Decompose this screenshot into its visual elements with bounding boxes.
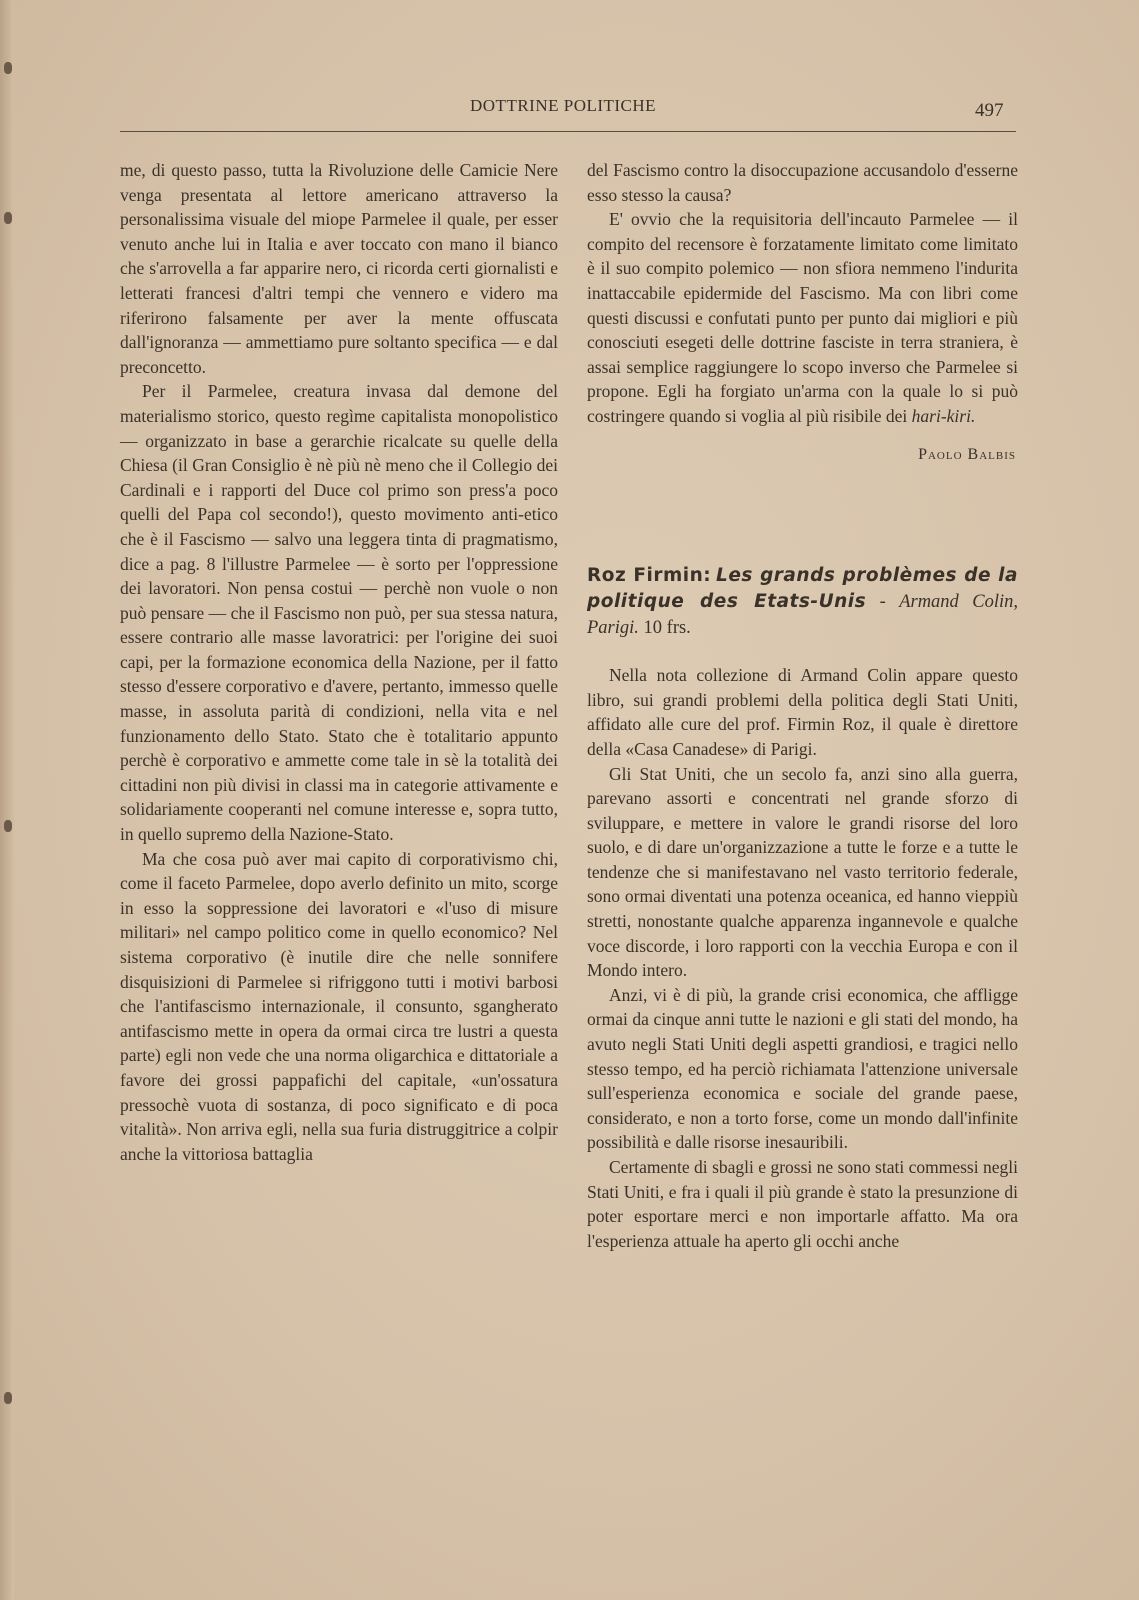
binding-mark xyxy=(4,820,12,832)
paragraph: me, di questo passo, tutta la Rivoluzione delle Camicie Nere venga presentata al lettore americano attraverso la personalissima visuale del miope Parmelee il quale, per esser venuto anche lui in Italia e aver toccato con mano il bianco che s'arrovella a far apparire nero, ci ricorda certi giornalisti e letterati francesi d'altri tempi che vennero e videro ma riferirono falsamente per aver la mente offuscata dall'ignoranza — ammettiamo pure soltanto specifica — e dal preconcetto. xyxy=(120,160,558,377)
paragraph: Anzi, vi è di più, la grande crisi economica, che affligge ormai da cinque anni tutte le nazioni e gli stati del mondo, ha avuto negli Stati Uniti degli aspetti grandiosi, e tragici nello stesso tempo, ed ha perciò richiamata l'attenzione universale sull'esperienza economica e sociale del grande paese, considerato, e non a torto forse, come un mondo dall'infinite possibilità e dalle risorse inesauribili. xyxy=(587,984,1018,1153)
author-signature: Paolo Balbis xyxy=(918,445,1016,463)
right-column xyxy=(587,158,1018,1253)
paragraph xyxy=(587,207,1018,428)
page-edge-shadow xyxy=(0,0,14,1600)
review-author: Roz Firmin: xyxy=(587,565,712,587)
binding-mark xyxy=(4,1392,12,1404)
binding-mark xyxy=(4,212,12,224)
review-price: 10 frs. xyxy=(638,618,691,639)
header-rule xyxy=(120,131,1016,132)
paragraph: del Fascismo contro la disoccupazione accusandolo d'esserne esso stesso la causa? xyxy=(587,160,1018,205)
review-heading xyxy=(587,563,1018,641)
paragraph: Per il Parmelee, creatura invasa dal demone del materialismo storico, questo regìme capitalista monopolistico — organizzato in base a gerarchie ricalcate su quelle della Chiesa (il Gran Consiglio è nè più nè meno che il Collegio dei Cardinali e i rapporti del Duce col primo son press'a poco quelli del Papa col secondo!), questo movimento anti-etico che è il Fascismo — salvo una leggera tinta di pragmatismo, dice a pag. 8 l'illustre Parmelee — è sorto per l'oppressione dei lavoratori. Non pensa costui — perchè non vuole o non può pensare — che il Fascismo non può, per sua stessa natura, essere contrario alle masse lavoratrici: per l'origine dei suoi capi, per la formazione economica della Nazione, per il fatto stesso d'essere corporativo e d'avere, pertanto, immesso quelle masse, in assoluta parità di condizioni, nella vita e nel funzionamento dello Stato. Stato che è totalitario appunto perchè è corporativo e ammette come tale in sè la totalità dei cittadini non più divisi in classi ma in categorie attivamente e solidariamente cooperanti nel comune interesse e, sopra tutto, in quello supremo della Nazione-Stato. xyxy=(120,381,558,845)
page-number: 497 xyxy=(975,100,1004,121)
review-publisher: Armand Colin, Parigi. xyxy=(587,592,1018,639)
italic-phrase: hari-kiri. xyxy=(911,405,976,426)
paragraph: Certamente di sbagli e grossi ne sono stati commessi negli Stati Uniti, e fra i quali il più grande è stato la presunzione di poter esportare merci e non importarle affatto. Ma ora l'esperienza attuale ha aperto gli occhi anche xyxy=(587,1157,1018,1251)
left-column xyxy=(120,158,558,1166)
paragraph: Gli Stat Uniti, che un secolo fa, anzi sino alla guerra, parevano assorti e concentrati nel grande sforzo di sviluppare, e mettere in valore le grandi risorse del loro suolo, e di dare un'organizzazione a tutte le forze e a tutte le tendenze che si manifestavano nel vasto territorio federale, sono ormai diventati una potenza oceanica, ed hanno vieppiù stretti, nonostante qualche apparenza ingannevole e qualche voce discorde, i loro rapporti con la vecchia Europa e con il Mondo intero. xyxy=(587,763,1018,981)
review-separator: - xyxy=(866,592,900,613)
paragraph: Nella nota collezione di Armand Colin appare questo libro, sui grandi problemi della politica degli Stati Uniti, affidato alle cure del prof. Firmin Roz, il quale è direttore della «Casa Canadese» di Parigi. xyxy=(587,665,1018,759)
review-title: Les grands problèmes de la politique des Etats-Unis xyxy=(587,565,1019,613)
paragraph-text: E' ovvio che la requisitoria dell'incauto Parmelee — il compito del recensore è forzatamente limitato come limitato è il suo compito polemico — non sfiora nemmeno l'indurita inattaccabile epidermide del Fascismo. Ma con libri come questi discussi e confutati punto per punto dai migliori e più conosciuti esegeti delle dottrine fasciste in terra straniera, è assai semplice raggiungere lo scopo inverso che Parmelee si propone. Egli ha forgiato un'arma con la quale lo si può costringere quando si voglia al più risibile dei xyxy=(587,209,1018,426)
binding-mark xyxy=(4,62,12,74)
paragraph: Ma che cosa può aver mai capito di corporativismo chi, come il faceto Parmelee, dopo averlo definito un mito, scorge in esso la soppressione dei lavoratori e «l'uso di misure militari» nel campo politico come in quello economico? Nel sistema corporativo (è inutile dire che nelle sonnifere disquisizioni di Parmelee si rifriggono tutti i motivi barbosi che l'antifascismo internazionale, il consunto, sgangherato antifascismo mette in opera da ormai circa tre lustri a questa parte) egli non vede che una norma oligarchica e dittatoriale a favore dei grossi pappafichi del capitale, «un'ossatura pressochè vuota di sostanza, di poco significato e di poca vitalità». Non arriva egli, nella sua furia distruggitrice a colpir anche la vittoriosa battaglia xyxy=(120,848,558,1164)
running-head: DOTTRINE POLITICHE xyxy=(470,96,657,115)
